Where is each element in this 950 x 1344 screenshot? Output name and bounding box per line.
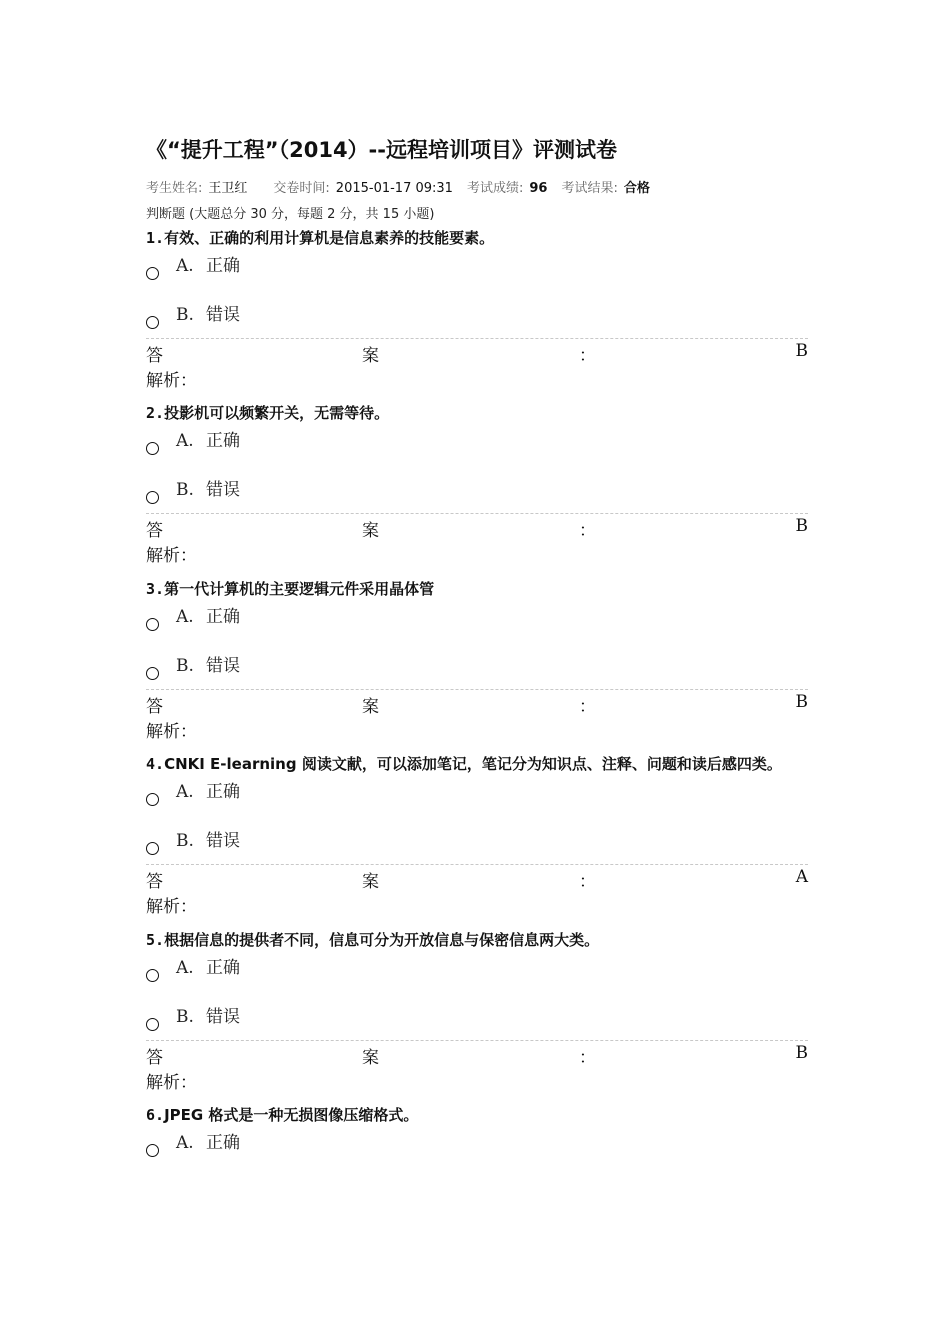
radio-button[interactable] (146, 969, 159, 982)
radio-button[interactable] (146, 1018, 159, 1031)
radio-button[interactable] (146, 842, 159, 855)
answer-row: 答 案 ： B (146, 1043, 808, 1068)
answer-value: B (795, 341, 808, 361)
exam-meta (146, 177, 650, 196)
radio-button[interactable] (146, 667, 159, 680)
dashed-divider (146, 1040, 808, 1041)
question-5 (146, 929, 808, 1104)
time-label: 交卷时间: (273, 181, 330, 196)
answer-value: B (795, 516, 808, 536)
question-text: 4.CNKI E-learning 阅读文献，可以添加笔记，笔记分为知识点、注释、问题和读后感四类。 (146, 755, 782, 773)
answer-row: 答 案 ： B (146, 692, 808, 717)
option-a[interactable]: A. 正确 (146, 777, 446, 817)
question-text: 3.第一代计算机的主要逻辑元件采用晶体管 (146, 580, 435, 598)
answer-value: B (795, 1043, 808, 1063)
option-b[interactable]: B. 错误 (146, 826, 446, 866)
answer-value: A (795, 867, 808, 887)
option-a[interactable]: A. 正确 (146, 251, 446, 291)
option-b[interactable]: B. 错误 (146, 651, 446, 691)
option-a[interactable]: A. 正确 (146, 426, 446, 466)
score-label: 考试成绩: (466, 181, 524, 196)
option-b[interactable]: B. 错误 (146, 300, 446, 340)
result-value: 合格 (623, 181, 650, 196)
explanation-label: 解析： (146, 371, 197, 391)
question-1 (146, 227, 808, 402)
dashed-divider (146, 864, 808, 865)
explanation-label: 解析： (146, 722, 197, 742)
radio-button[interactable] (146, 618, 159, 631)
score-value: 96 (529, 181, 548, 196)
option-b[interactable]: B. 错误 (146, 475, 446, 515)
radio-button[interactable] (146, 316, 159, 329)
explanation-label: 解析： (146, 546, 197, 566)
answer-value: B (795, 692, 808, 712)
name-value: 王卫红 (208, 181, 248, 196)
page-title: 《“提升工程”（2014）--远程培训项目》评测试卷 (146, 138, 617, 162)
option-a[interactable]: A. 正确 (146, 602, 446, 642)
explanation-label: 解析： (146, 1073, 197, 1093)
dashed-divider (146, 338, 808, 339)
radio-button[interactable] (146, 793, 159, 806)
radio-button[interactable] (146, 1144, 159, 1157)
name-label: 考生姓名: (146, 181, 203, 196)
dashed-divider (146, 513, 808, 514)
question-6 (146, 1104, 808, 1174)
dashed-divider (146, 689, 808, 690)
answer-row: 答 案 ： B (146, 516, 808, 541)
radio-button[interactable] (146, 491, 159, 504)
explanation-label: 解析： (146, 897, 197, 917)
option-a[interactable]: A. 正确 (146, 953, 446, 993)
question-text: 5.根据信息的提供者不同，信息可分为开放信息与保密信息两大类。 (146, 931, 600, 949)
question-2 (146, 402, 808, 577)
section-heading: 判断题 (大题总分 30 分，每题 2 分，共 15 小题) (146, 207, 435, 222)
question-text: 1.有效、正确的利用计算机是信息素养的技能要素。 (146, 229, 495, 247)
radio-button[interactable] (146, 442, 159, 455)
question-text: 6.JPEG 格式是一种无损图像压缩格式。 (146, 1106, 419, 1124)
question-text: 2.投影机可以频繁开关，无需等待。 (146, 404, 390, 422)
option-a[interactable]: A. 正确 (146, 1128, 446, 1168)
time-value: 2015-01-17 09:31 (335, 181, 453, 196)
question-4 (146, 753, 808, 928)
answer-row: 答 案 ： A (146, 867, 808, 892)
option-b[interactable]: B. 错误 (146, 1002, 446, 1042)
answer-row: 答 案 ： B (146, 341, 808, 366)
question-3 (146, 578, 808, 753)
radio-button[interactable] (146, 267, 159, 280)
result-label: 考试结果: (561, 181, 618, 196)
